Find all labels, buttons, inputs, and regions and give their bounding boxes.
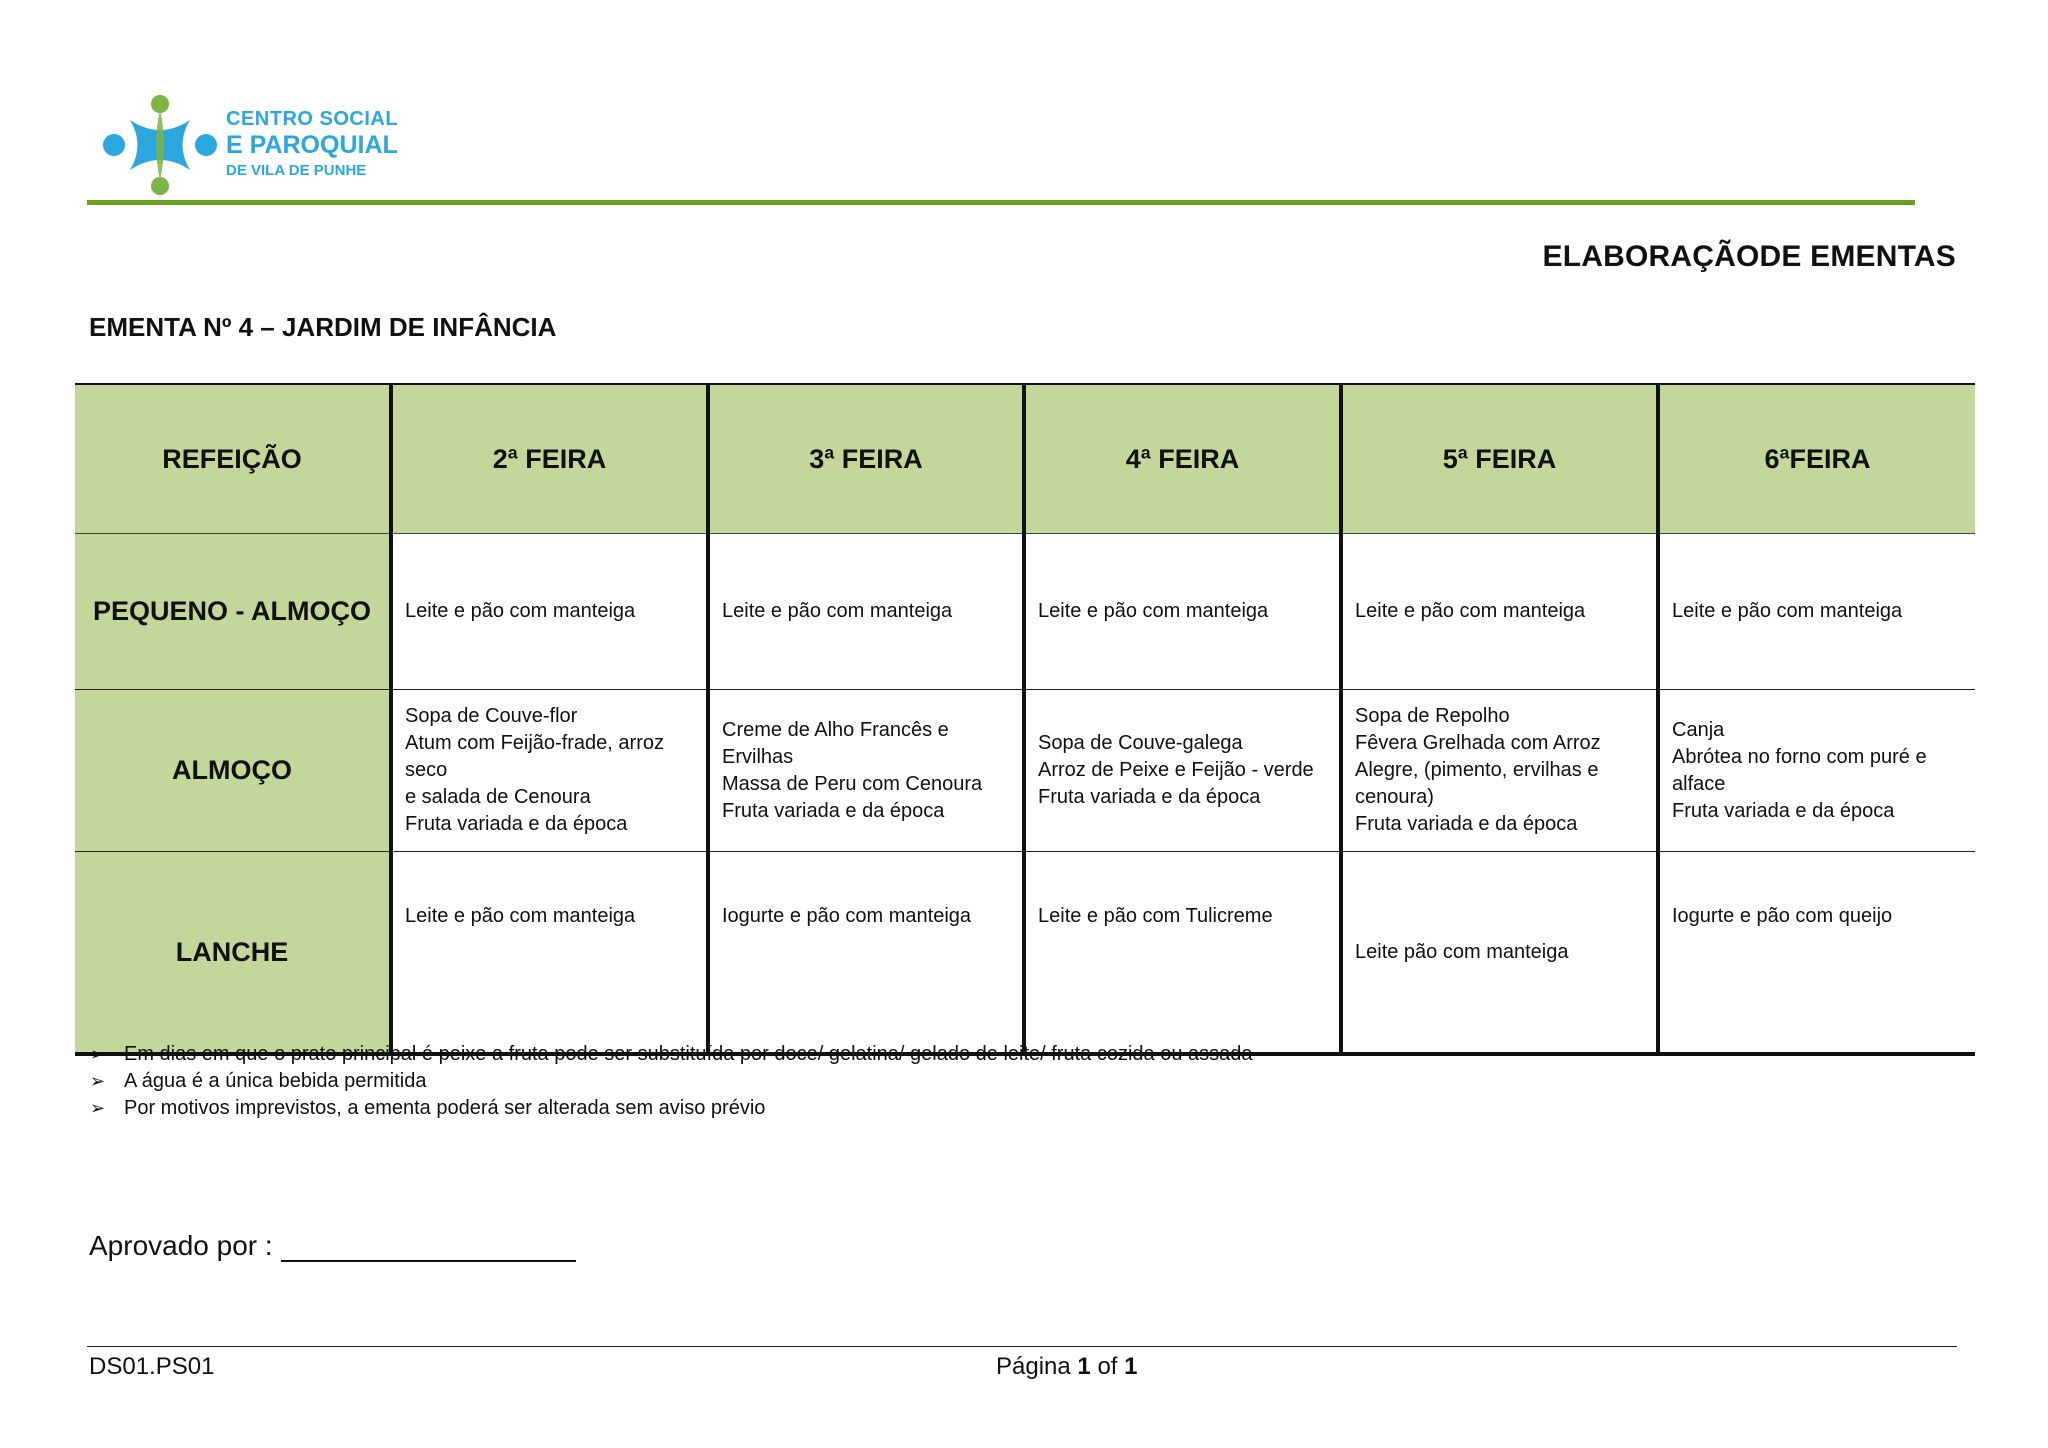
- header-sexta: 6ªFEIRA: [1658, 384, 1975, 534]
- table-cell: [1658, 690, 1975, 852]
- page-of: of: [1097, 1353, 1118, 1380]
- header-terca: 3ª FEIRA: [708, 384, 1024, 534]
- table-cell: [708, 852, 1024, 1055]
- header-segunda: 2ª FEIRA: [391, 384, 708, 534]
- logo-emblem-icon: [100, 90, 220, 200]
- logo-line-2: E PAROQUIAL: [226, 131, 398, 159]
- header-divider: [87, 200, 1915, 205]
- cell-line: Fêvera Grelhada com Arroz Alegre, (pimento, ervilhas e cenoura): [1355, 732, 1601, 808]
- table-cell: [391, 534, 708, 690]
- signature-blank: [281, 1234, 576, 1262]
- cell-line: Abrótea no forno com puré e alface: [1672, 745, 1927, 795]
- row-label-pequeno-almoco: PEQUENO - ALMOÇO: [75, 534, 391, 690]
- table-cell: [1024, 852, 1341, 1055]
- cell-line: Iogurte e pão com manteiga: [722, 905, 972, 927]
- logo-line-3: DE VILA DE PUNHE: [226, 162, 367, 179]
- page-current: 1: [1077, 1353, 1091, 1380]
- cell-line: Arroz de Peixe e Feijão - verde: [1038, 759, 1314, 781]
- footer-divider: [87, 1346, 1957, 1347]
- list-item: [90, 1095, 1253, 1122]
- cell-line: Leite e pão com manteiga: [722, 600, 953, 622]
- table-row: [75, 690, 1975, 852]
- page-total: 1: [1124, 1353, 1138, 1380]
- table-cell: [708, 690, 1024, 852]
- table-cell: [391, 690, 708, 852]
- document-code: DS01.PS01: [89, 1353, 215, 1380]
- notes-list: [90, 1041, 1253, 1122]
- table-cell: [708, 534, 1024, 690]
- cell-line: Iogurte e pão com queijo: [1672, 905, 1893, 927]
- cell-line: Fruta variada e da época: [1355, 813, 1578, 835]
- row-label-lanche: LANCHE: [75, 852, 391, 1055]
- menu-subtitle: EMENTA Nº 4 – JARDIM DE INFÂNCIA: [89, 312, 557, 342]
- cell-line: Canja: [1672, 718, 1725, 741]
- note-text: A água é a única bebida permitida: [124, 1070, 427, 1092]
- cell-line: Atum com Feijão-frade, arroz seco: [405, 732, 664, 781]
- cell-line: Creme de Alho Francês e Ervilhas: [722, 718, 949, 768]
- cell-line: Leite e pão com manteiga: [1355, 600, 1586, 622]
- table-cell: [1658, 534, 1975, 690]
- page-number: [996, 1353, 1137, 1381]
- cell-line: Fruta variada e da época: [1672, 799, 1895, 822]
- cell-line: Leite e pão com manteiga: [1038, 600, 1269, 622]
- logo: [100, 90, 399, 200]
- table-cell: [1658, 852, 1975, 1055]
- table-cell: [1341, 852, 1658, 1055]
- table-header-row: [75, 384, 1975, 534]
- approval-label: Aprovado por :: [89, 1230, 273, 1261]
- cell-line: Massa de Peru com Cenoura: [722, 772, 983, 795]
- cell-line: Fruta variada e da época: [405, 813, 628, 835]
- row-label-almoco: ALMOÇO: [75, 690, 391, 852]
- arrow-bullet-icon: ➢: [90, 1044, 106, 1064]
- cell-line: Sopa de Repolho: [1355, 705, 1510, 727]
- list-item: [90, 1041, 1253, 1068]
- cell-line: Sopa de Couve-galega: [1038, 732, 1243, 754]
- arrow-bullet-icon: ➢: [90, 1071, 106, 1091]
- header-quarta: 4ª FEIRA: [1024, 384, 1341, 534]
- cell-line: e salada de Cenoura: [405, 786, 591, 808]
- table-row: [75, 534, 1975, 690]
- cell-line: Fruta variada e da época: [1038, 786, 1261, 808]
- cell-line: Leite pão com manteiga: [1355, 940, 1569, 963]
- logo-line-1: CENTRO SOCIAL: [226, 108, 399, 130]
- header-quinta: 5ª FEIRA: [1341, 384, 1658, 534]
- table-cell: [1341, 690, 1658, 852]
- menu-table: [75, 383, 1975, 1056]
- header-refeicao: REFEIÇÃO: [75, 384, 391, 534]
- approval-line: [89, 1230, 576, 1262]
- cell-line: Leite e pão com manteiga: [405, 905, 636, 927]
- cell-line: Fruta variada e da época: [722, 799, 945, 822]
- page-prefix: Página: [996, 1353, 1071, 1380]
- table-cell: [1024, 690, 1341, 852]
- cell-line: Leite e pão com manteiga: [405, 600, 636, 622]
- cell-line: Sopa de Couve-flor: [405, 705, 578, 727]
- list-item: [90, 1068, 1253, 1095]
- note-text: Em dias em que o prato principal é peixe a fruta pode ser substituída por doce/ gelatina/ gelado de leite/ fruta cozida ou assada: [124, 1043, 1253, 1065]
- table-row: [75, 852, 1975, 1055]
- document-title: ELABORAÇÃODE EMENTAS: [1542, 240, 1956, 273]
- arrow-bullet-icon: ➢: [90, 1098, 106, 1118]
- table-cell: [1341, 534, 1658, 690]
- table-cell: [391, 852, 708, 1055]
- cell-line: Leite e pão com Tulicreme: [1038, 905, 1273, 927]
- note-text: Por motivos imprevistos, a ementa poderá ser alterada sem aviso prévio: [124, 1097, 766, 1119]
- cell-line: Leite e pão com manteiga: [1672, 600, 1903, 622]
- table-cell: [1024, 534, 1341, 690]
